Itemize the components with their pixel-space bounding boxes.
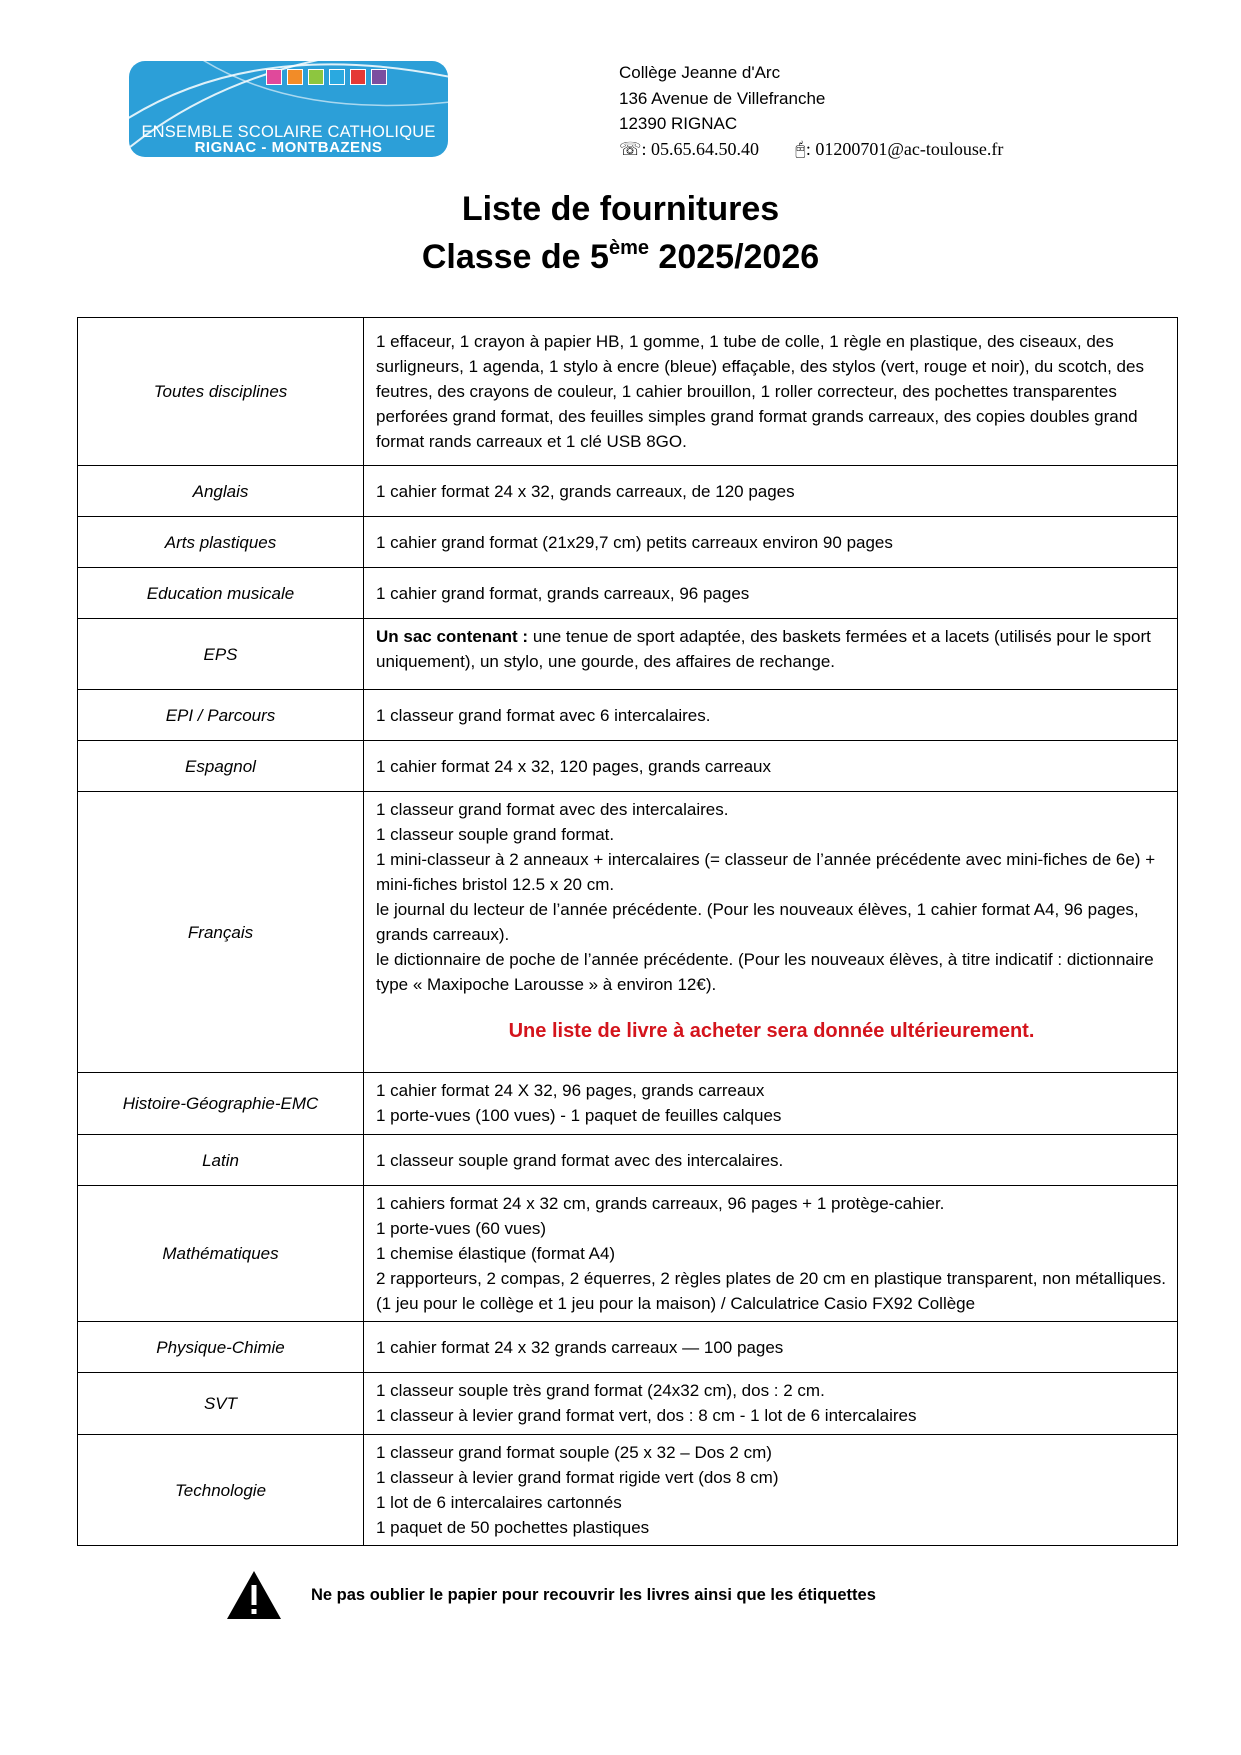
table-row <box>78 466 1178 517</box>
table-row <box>78 1135 1178 1186</box>
supply-line: le dictionnaire de poche de l’année précédente. (Pour les nouveaux élèves, à titre indicatif : dictionnaire type « Maxipoche Larousse » à environ 12€). <box>376 950 1154 994</box>
supplies-cell <box>364 1073 1178 1135</box>
document-title <box>0 185 1241 281</box>
supply-line: 1 classeur grand format avec des intercalaires. <box>376 800 729 819</box>
title-class-prefix: Classe de 5 <box>421 238 609 276</box>
supply-line: 1 cahier format 24 X 32, 96 pages, grands carreaux <box>376 1081 765 1100</box>
subject-cell: Histoire-Géographie-EMC <box>78 1073 364 1135</box>
logo-square <box>350 69 366 85</box>
supplies-cell <box>364 1135 1178 1186</box>
supply-line: 1 chemise élastique (format A4) <box>376 1244 616 1263</box>
supply-line: 1 classeur grand format souple (25 x 32 – Dos 2 cm) <box>376 1443 772 1462</box>
phone-entry <box>619 137 759 163</box>
supply-line: 2 rapporteurs, 2 compas, 2 équerres, 2 règles plates de 20 cm en plastique transparent, non métalliques. (1 jeu pour le collège et 1 jeu pour la maison) / Calculatrice Casio FX92 Collège <box>376 1269 1167 1313</box>
supplies-cell <box>364 1322 1178 1373</box>
subject-cell: Technologie <box>78 1435 364 1546</box>
contact-line <box>619 137 1003 163</box>
school-city: 12390 RIGNAC <box>619 114 738 133</box>
supplies-cell <box>364 318 1178 466</box>
table-row <box>78 568 1178 619</box>
table-row <box>78 318 1178 466</box>
phone-number: : 05.65.64.50.40 <box>641 138 760 159</box>
table-row <box>78 792 1178 1073</box>
logo-square <box>266 69 282 85</box>
table-row <box>78 619 1178 690</box>
supplies-cell <box>364 1435 1178 1546</box>
supply-line: 1 cahier format 24 x 32, 120 pages, grands carreaux <box>376 756 772 776</box>
supplies-cell <box>364 517 1178 568</box>
title-year: 2025/2026 <box>648 238 820 276</box>
supply-line: 1 classeur grand format avec 6 intercalaires. <box>376 705 711 725</box>
supply-line: 1 paquet de 50 pochettes plastiques <box>376 1518 650 1537</box>
subject-cell: Toutes disciplines <box>78 318 364 466</box>
supplies-cell <box>364 1373 1178 1435</box>
supply-line <box>376 624 1167 674</box>
table-row <box>78 1073 1178 1135</box>
supplies-cell <box>364 741 1178 792</box>
subject-cell: Français <box>78 792 364 1073</box>
supply-line: 1 cahier format 24 x 32 grands carreaux — 100 pages <box>376 1337 784 1357</box>
email-entry <box>795 137 1003 163</box>
subject-cell: Mathématiques <box>78 1186 364 1322</box>
logo-square <box>287 69 303 85</box>
footer-reminder <box>225 1569 876 1621</box>
supply-line: 1 classeur souple grand format avec des intercalaires. <box>376 1150 784 1170</box>
subject-cell: Physique-Chimie <box>78 1322 364 1373</box>
supply-line: 1 cahiers format 24 x 32 cm, grands carreaux, 96 pages + 1 protège-cahier. <box>376 1194 945 1213</box>
subject-cell: Espagnol <box>78 741 364 792</box>
supply-line: 1 classeur souple grand format. <box>376 825 615 844</box>
logo-square <box>308 69 324 85</box>
supply-line: 1 classeur souple très grand format (24x32 cm), dos : 2 cm. <box>376 1381 825 1400</box>
supply-line: 1 cahier format 24 x 32, grands carreaux, de 120 pages <box>376 481 795 501</box>
email-address: : 01200701@ac-toulouse.fr <box>805 138 1004 159</box>
table-row <box>78 1186 1178 1322</box>
warning-triangle-icon <box>225 1569 283 1621</box>
school-street: 136 Avenue de Villefranche <box>619 88 826 108</box>
supply-line: le journal du lecteur de l’année précédente. (Pour les nouveaux élèves, 1 cahier format A4, 96 pages, grands carreaux). <box>376 900 1139 944</box>
table-row <box>78 690 1178 741</box>
logo-square <box>329 69 345 85</box>
title-class-superscript: ème <box>608 237 649 259</box>
supply-line: 1 mini-classeur à 2 anneaux + intercalaires (= classeur de l’année précédente avec mini-fiches de 6e) + mini-fiches bristol 12.5 x 20 cm. <box>376 850 1156 894</box>
supply-line: 1 cahier grand format (21x29,7 cm) petits carreaux environ 90 pages <box>376 532 893 552</box>
title-line-1: Liste de fournitures <box>461 190 780 228</box>
school-address <box>619 60 1003 162</box>
supplies-cell <box>364 1186 1178 1322</box>
supply-line: 1 effaceur, 1 crayon à papier HB, 1 gomme, 1 tube de colle, 1 règle en plastique, des ciseaux, des surligneurs, 1 agenda, 1 stylo à encre (bleue) effaçable, des stylos (vert, rouge et noir), du scotch, des feutres, des crayons de couleur, 1 cahier brouillon, 1 roller correcteur, des pochettes transparentes perforées grand format, des feuilles simples grand format grands carreaux, des copies doubles grand format rands carreaux et 1 clé USB 8GO. <box>376 332 1144 451</box>
supply-line: 1 porte-vues (100 vues) - 1 paquet de feuilles calques <box>376 1106 782 1125</box>
supply-line: 1 classeur à levier grand format rigide vert (dos 8 cm) <box>376 1468 779 1487</box>
subject-cell: Education musicale <box>78 568 364 619</box>
supply-lead: Un sac contenant : <box>376 627 529 646</box>
mouse-icon: 🖰 <box>795 138 806 159</box>
supplies-cell <box>364 690 1178 741</box>
subject-cell: SVT <box>78 1373 364 1435</box>
subject-cell: Anglais <box>78 466 364 517</box>
supplies-cell <box>364 568 1178 619</box>
phone-icon: ☏ <box>619 138 642 159</box>
logo-color-squares <box>266 69 387 85</box>
subject-cell: EPI / Parcours <box>78 690 364 741</box>
supplies-cell <box>364 619 1178 690</box>
subject-cell: EPS <box>78 619 364 690</box>
logo-square <box>371 69 387 85</box>
logo-line-1: ENSEMBLE SCOLAIRE CATHOLIQUE <box>141 123 436 141</box>
table-row <box>78 1373 1178 1435</box>
table-row <box>78 1435 1178 1546</box>
school-name: Collège Jeanne d'Arc <box>619 63 781 82</box>
school-logo <box>129 61 448 157</box>
table-row <box>78 1322 1178 1373</box>
supplies-cell <box>364 792 1178 1073</box>
footer-text: Ne pas oublier le papier pour recouvrir les livres ainsi que les étiquettes <box>311 1585 876 1604</box>
title-line-2 <box>0 233 1241 281</box>
supply-line: 1 cahier grand format, grands carreaux, 96 pages <box>376 583 750 603</box>
supply-line: 1 porte-vues (60 vues) <box>376 1219 547 1238</box>
supply-line: 1 lot de 6 intercalaires cartonnés <box>376 1493 622 1512</box>
table-row <box>78 517 1178 568</box>
supply-text: une tenue de sport adaptée, des baskets fermées et a lacets (utilisés pour le sport uniquement), un stylo, une gourde, des affaires de rechange. <box>376 627 1151 671</box>
supplies-cell <box>364 466 1178 517</box>
logo-line-2: RIGNAC - MONTBAZENS <box>194 139 383 156</box>
table-row <box>78 741 1178 792</box>
subject-cell: Arts plastiques <box>78 517 364 568</box>
subject-cell: Latin <box>78 1135 364 1186</box>
supply-line: 1 classeur à levier grand format vert, dos : 8 cm - 1 lot de 6 intercalaires <box>376 1406 917 1425</box>
supplies-table <box>77 317 1178 1546</box>
book-list-note: Une liste de livre à acheter sera donnée ultérieurement. <box>508 1020 1035 1042</box>
